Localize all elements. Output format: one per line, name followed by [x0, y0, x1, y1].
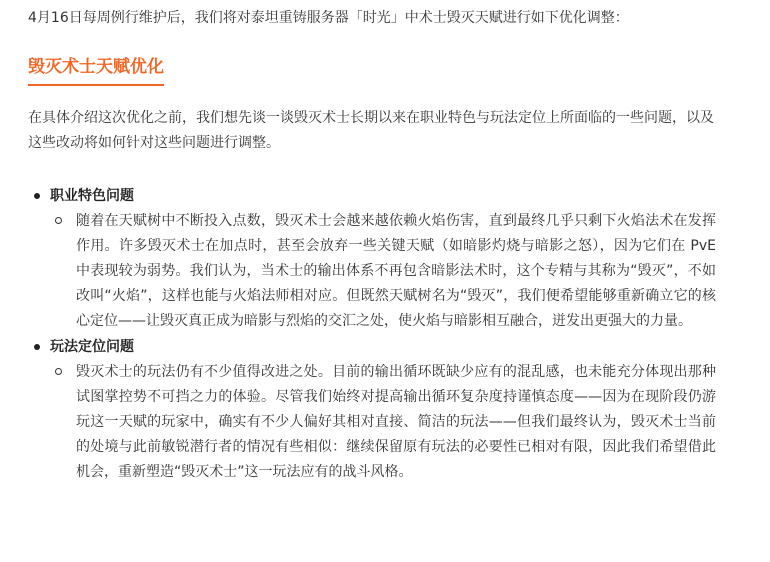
list-item [28, 183, 728, 334]
hollow-circle-icon [55, 368, 62, 375]
bullet-dot-icon [34, 193, 40, 199]
bullet-heading: 玩法定位问题 [50, 339, 134, 355]
issue-list [28, 183, 728, 485]
intro-paragraph: 4月16日每周例行维护后，我们将对泰坦重铸服务器「时光」中术士毁灭天赋进行如下优化调整： [28, 10, 629, 26]
hollow-circle-icon [55, 217, 62, 224]
bullet-dot-icon [34, 344, 40, 350]
bullet-body: 毁灭术士的玩法仍有不少值得改进之处。目前的输出循环既缺少应有的混乱感，也未能充分体现出那种试图掌控势不可挡之力的体验。尽管我们始终对提高输出循环复杂度持谨慎态度——因为在现阶段仍游玩这一天赋的玩家中，确实有不少人偏好其相对直接、简洁的玩法——但我们最终认为，毁灭术士当前的处境与此前敏锐潜行者的情况有些相似：继续保留原有玩法的必要性已相对有限，因此我们希望借此机会，重新塑造“毁灭术士”这一玩法应有的战斗风格。 [76, 364, 716, 480]
sub-list-item [28, 360, 728, 485]
list-item [28, 334, 728, 485]
lead-paragraph: 在具体介绍这次优化之前，我们想先谈一谈毁灭术士长期以来在职业特色与玩法定位上所面临的一些问题，以及这些改动将如何针对这些问题进行调整。 [28, 110, 714, 151]
bullet-body: 随着在天赋树中不断投入点数，毁灭术士会越来越依赖火焰伤害，直到最终几乎只剩下火焰法术在发挥作用。许多毁灭术士在加点时，甚至会放弃一些关键天赋（如暗影灼烧与暗影之怒），因为它们在 PvE 中表现较为弱势。我们认为，当术士的输出体系不再包含暗影法术时，这个专精与其称为“毁灭”，不如改叫“火焰”，这样也能与火焰法师相对应。但既然天赋树名为“毁灭”，我们便希望能够重新确立它的核心定位——让毁灭真正成为暗影与烈焰的交汇之处，使火焰与暗影相互融合，迸发出更强大的力量。 [76, 213, 716, 329]
sub-list-item [28, 209, 728, 334]
section-title: 毁灭术士天赋优化 [28, 52, 164, 86]
bullet-heading: 职业特色问题 [50, 188, 134, 204]
